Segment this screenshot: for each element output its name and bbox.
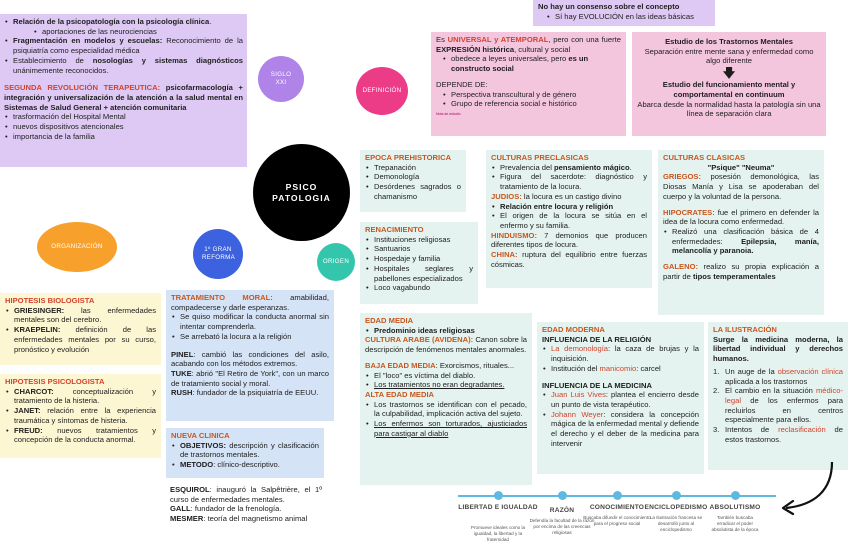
segunda-revolucion: SEGUNDA REVOLUCIÓN TERAPEUTICA: psicofarmacología + integración y universalización de la atención a la salud mental en Sistemas de Salud General + atención comunitaria xyxy=(4,83,243,112)
timeline-node xyxy=(731,491,740,500)
siglo-xxi-box: • Relación de la psicopatología con la psicología clínica. • aportaciones de las neurociencias • Fragmentación en modelos y escuelas: Reconocimiento de la psiquiatría como especialidad médica • Establecimiento de nosologías y sistemas diagnósticos unánimemente reconocidos. SEGUNDA REVOLUCIÓN TERAPEUTICA: psicofarmacología + integración y universalización de la atención a la salud mental en Sistemas de Salud General + atención comunitaria • trasformación del Hospital Mental • nuevos dispositivos atencionales • importancia de la familia xyxy=(0,14,247,167)
timeline-title: ENCICLOPEDISMO xyxy=(644,504,708,511)
consenso-box: No hay un consenso sobre el concepto • Sí hay EVOLUCIÓN en las ideas básicas xyxy=(533,0,715,26)
edad-moderna-box: EDAD MODERNA INFLUENCIA DE LA RELIGIÓN • La demonología: la caza de brujas y la inquisición. • Institución del manicomio: carcel INFLUENCIA DE LA MEDICINA • Juan Luis Vives: plantea el encierro desde un punto de vista terapéutico. • Johann Weyer: considera la concepción mágica de la enfermedad mental y defiende el derecho y el deber de la medicina para intervenir xyxy=(537,322,704,474)
hipotesis-psicologista-box: HIPOTESIS PSICOLOGISTA • CHARCOT: conceptualización y tratamiento de la histeria. • JANET: relación entre la experiencia traumática y síntomas de histeria. • FREUD: nuevos tratamientos y concepción de la conducta anormal. xyxy=(0,374,161,458)
definicion-bubble: DEFINICIÓN xyxy=(356,67,408,115)
list-item: • CHARCOT: conceptualización y tratamiento de la histeria. xyxy=(5,387,156,406)
list-item: • KRAEPELIN: definición de las enfermedades mentales por su curso, pronóstico y evolución xyxy=(5,325,156,354)
nueva-clinica-box: NUEVA CLINICA • OBJETIVOS: descripción y clasificación de trastornos mentales. • METODO: clínico-descriptivo. xyxy=(166,428,324,478)
origen-bubble: ORIGEN xyxy=(317,243,355,281)
timeline-node xyxy=(558,491,567,500)
ilustracion-box: LA ILUSTRACIÓN Surge la medicina moderna, la libertad individual y derechos humanos. Un auge de la observación clínica aplicada a los trastornos El cambio en la situación médico-legal de los enfermos para recluirlos en centros especialmente para ellos. Intentos de reclasificación de estos trastornos. xyxy=(708,322,848,470)
list-item: • FREUD: nuevos tratamientos y concepción de la conducta anormal. xyxy=(5,426,156,445)
edad-media-box: EDAD MEDIA • Predominio ideas religiosas CULTURA ARABE (AVIDENA): Canon sobre la descripción de fenómenos mentales anormales. BAJA EDAD MEDIA: Exorcismos, rituales... • El "loco" es víctima del diablo. • Los tratamientos no eran degradantes. ALTA EDAD MEDIA • Los trastornos se identifican con el pecado, la culpabilidad, implicación activa del sujeto. • Los enfermos son torturados, ajusticiados para castigar al diablo xyxy=(360,313,532,485)
organizacion-bubble: ORGANIZACIÓN xyxy=(37,222,117,272)
prehistorica-box: EPOCA PREHISTORICA • Trepanación • Demonología • Desórdenes sagrados o chamanismo xyxy=(360,150,466,212)
universal-box: Es UNIVERSAL y ATEMPORAL, pero con una fuerte EXPRESIÓN histórica, cultural y social • obedece a leyes universales, pero es un constructo social DEPENDE DE: • Perspectiva transcultural y de género • Grupo de referencia social e histórico Nota de estudio xyxy=(431,32,626,136)
timeline-title: LIBERTAD E IGUALDAD xyxy=(458,504,538,511)
timeline-title: CONOCIMIENTO xyxy=(589,504,645,511)
tratamiento-moral-box: TRATAMIENTO MORAL: amabilidad, compadecerse y darle esperanzas. • Se quiso modificar la conducta anormal sin intentar comprenderla. • Se arrebató la locura a la religión PINEL: cambió las condiciones del asilo, acabando con los métodos extremos. TUKE: abrió "El Retiro de York", con un marco de tratamiento social y moral. RUSH: fundador de la psiquiatría de EEUU. xyxy=(166,290,334,421)
list-item: • trasformación del Hospital Mental xyxy=(4,112,243,122)
autores-nueva-clinica: ESQUIROL: inauguró la Salpêtrière, el 1º curso de enfermedades mentales. GALL: fundador de la frenología. MESMER: teoría del magnetismo animal xyxy=(170,485,322,524)
timeline-desc: Promueve ideales como la igualdad, la libertad y la fraternidad xyxy=(470,525,526,542)
hipotesis-biologista-box: HIPOTESIS BIOLOGISTA • GRIESINGER: las enfermedades mentales son del cerebro. • KRAEPELIN: definición de las enfermedades mentales por su curso, pronóstico y evolución xyxy=(0,293,161,365)
down-arrow-icon: 🡇 xyxy=(722,66,736,81)
psicopatologia-center: PSICO PATOLOGIA xyxy=(253,144,350,241)
timeline-desc: La Ilustración francesa se desarrolló junto al enciclopedismo xyxy=(649,515,703,532)
timeline-desc: También buscaba erradicar el poder absolutista de la época xyxy=(711,515,759,532)
list-item: • JANET: relación entre la experiencia traumática y síntomas de histeria. xyxy=(5,406,156,425)
timeline-title: ABSOLUTISMO xyxy=(709,504,761,511)
siglo-xxi-bubble: SIGLO XXI xyxy=(258,56,304,102)
timeline-node xyxy=(672,491,681,500)
timeline-desc: Buscaba difundir el conocimiento para el progreso social xyxy=(583,515,651,526)
gran-reforma-bubble: 1º GRAN REFORMA xyxy=(193,229,243,279)
list-item: • importancia de la familia xyxy=(4,132,243,142)
list-item: • nuevos dispositivos atencionales xyxy=(4,122,243,132)
preclasicas-box: CULTURAS PRECLASICAS • Prevalencia del pensamiento mágico. • Figura del sacerdote: diagnóstico y tratamiento de la locura. JUDIOS: la locura es un castigo divino • Relación entre locura y religión • El origen de la locura se sitúa en el enfermo y su familia. HINDUISMO: 7 demonios que producen diferentes tipos de locura. CHINA: ruptura del equilibrio entre fuerzas cósmicas. xyxy=(486,150,652,288)
ilustracion-timeline xyxy=(458,495,776,549)
clasicas-box: CULTURAS CLASICAS "Psique" "Neuma" GRIEGOS: posesión demonológica, las Diosas Manía y Lisa se apoderaban del cuerpo y la voluntad de la persona. HIPOCRATES: fue el primero en defender la idea de la locura como enfermedad. • Realizó una clasificación básica de 4 enfermedades: Epilepsia, manía, melancolía y paranoia. GALENO: realizo su propia explicación a partir de tipos temperamentales xyxy=(658,150,824,315)
renacimiento-box: RENACIMIENTO • Instituciones religiosas • Santuarios • Hospedaje y familia • Hospitales seglares y pabellones especializados • Loco vagabundo xyxy=(360,222,478,304)
list-item: • GRIESINGER: las enfermedades mentales son del cerebro. xyxy=(5,306,156,325)
timeline-title: RAZÓN xyxy=(549,507,575,514)
estudio-box: Estudio de los Trastornos Mentales Separación entre mente sana y enfermedad como algo diferente 🡇 Estudio del funcionamiento mental y comportamental en continuum Abarca desde la normalidad hasta la patología sin una línea de separación clara xyxy=(632,32,826,136)
timeline-node xyxy=(494,491,503,500)
timeline-desc: Defendía la facultad de la razón por encima de las creencias religiosas xyxy=(529,518,595,535)
timeline-node xyxy=(613,491,622,500)
